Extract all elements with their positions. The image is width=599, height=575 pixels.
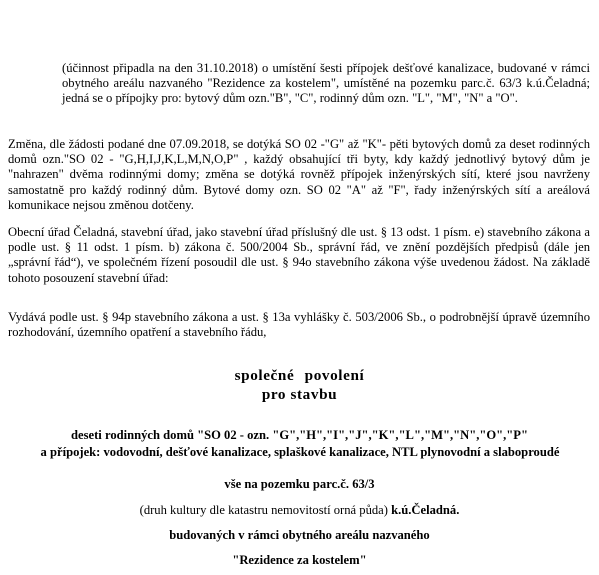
area-line: budovaných v rámci obytného areálu nazvaného xyxy=(169,528,430,542)
connections-description: a přípojek: vodovodní, dešťové kanalizace, splaškové kanalizace, NTL plynovodní a slaboproudé xyxy=(40,445,560,459)
building-description: deseti rodinných domů "SO 02 - ozn. "G","H","I","J","K","L","M","N","O","P" xyxy=(71,428,528,442)
heading-permit: společné povolení xyxy=(234,367,365,384)
area-name: "Rezidence za kostelem" xyxy=(232,553,367,567)
parcel-line: vše na pozemku parc.č. 63/3 xyxy=(224,477,375,491)
cadastre-area: k.ú.Čeladná. xyxy=(391,503,460,517)
heading-for-building: pro stavbu xyxy=(261,386,338,403)
cadastre-prefix: (druh kultury dle katastru nemovitostí orná půda) xyxy=(139,503,388,517)
cadastre-line xyxy=(0,503,599,519)
paragraph-effective-date: (účinnost připadla na den 31.10.2018) o umístění šesti přípojek dešťové kanalizace, budované v rámci obytného areálu nazvaného "Rezidence za kostelem", umístěné na pozemku parc.č. 63/3 k.ú.Čeladná; jedná se o přípojky pro: bytový dům ozn."B", "C", rodinný dům ozn. "L", "M", "N" a "O". xyxy=(62,61,590,106)
paragraph-change-description: Změna, dle žádosti podané dne 07.09.2018, se dotýká SO 02 -"G" až "K"- pěti bytových domů za deset rodinných domů ozn."SO 02 - "G,H,I,J,K,L,M,N,O,P" , každý obsahující tři byty, kdy každý jednotlivý bytový dům je "nahrazen" dvěma rodinnými domy; změna se dotýká rovněž přípojek inženýrských sítí, které jsou navrženy samostatně pro každý rodinný dům. Bytové domy ozn. SO 02 "A" až "F", řady inženýrských sítí a areálová komunikace nejsou změnou dotčeny. xyxy=(8,137,590,212)
paragraph-authority: Obecní úřad Čeladná, stavební úřad, jako stavební úřad příslušný dle ust. § 13 odst. 1 písm. e) stavebního zákona a podle ust. § 11 odst. 1 písm. b) zákona č. 500/2004 Sb., správní řád, ve znění pozdějších předpisů (dále jen „správní řád“), ve společném řízení posoudil dle ust. § 94o stavebního zákona výše uvedenou žádost. Na základě tohoto posouzení stavební úřad: xyxy=(8,225,590,285)
paragraph-issues: Vydává podle ust. § 94p stavebního zákona a ust. § 13a vyhlášky č. 503/2006 Sb., o podrobnější úpravě územního rozhodování, územního opatření a stavebního řádu, xyxy=(8,310,590,340)
